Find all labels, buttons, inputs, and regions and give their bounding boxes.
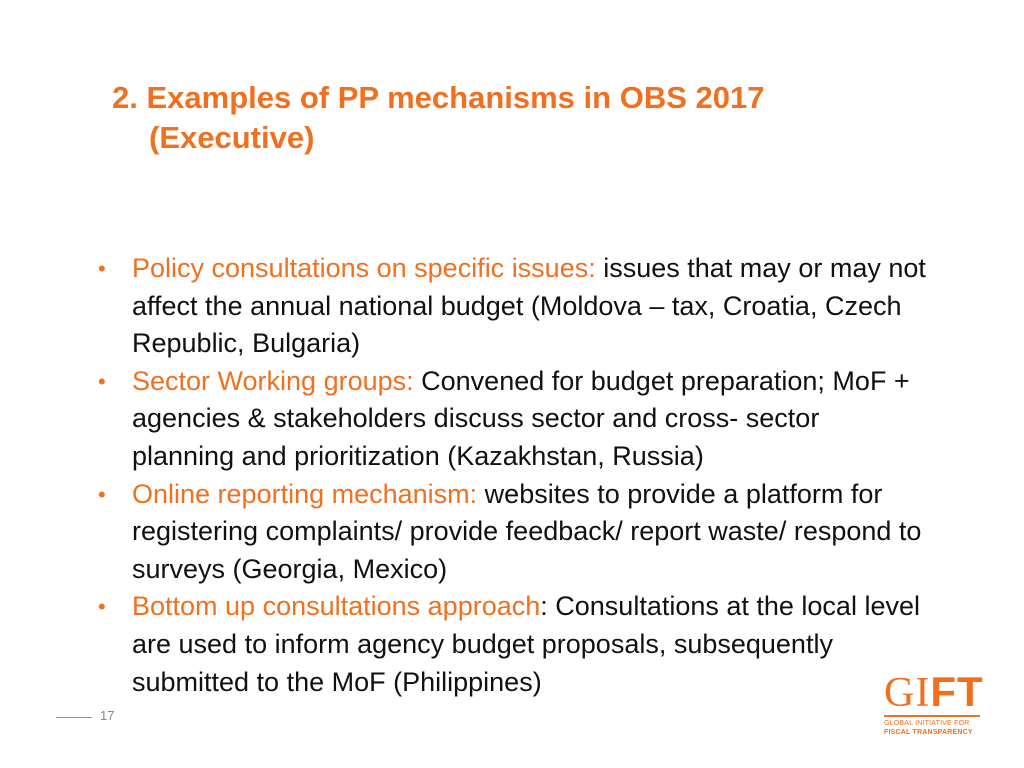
- bullet-body: issues that may or may not affect the annual national budget (Moldova – tax, Croatia, Czech Republic, Bulgaria): [132, 253, 926, 359]
- bullet-dot-icon: •: [98, 368, 106, 394]
- bullet-dot-icon: •: [98, 594, 106, 620]
- bullet-body: Convened for budget preparation; MoF + agencies & stakeholders discuss sector and cross- sector planning and prioritization (Kazakhstan, Russia): [132, 365, 910, 471]
- bullet-item: [98, 476, 928, 589]
- bullet-body: : Consultations at the local level are used to inform agency budget proposals, subsequently submitted to the MoF (Philippines): [132, 591, 920, 697]
- bullet-lead: Sector Working groups:: [132, 365, 414, 396]
- bullet-item: [98, 588, 928, 701]
- bullet-dot-icon: •: [98, 256, 106, 281]
- bullet-lead: Bottom up consultations approach: [132, 591, 541, 622]
- logo-mark: GIFT: [884, 668, 984, 716]
- slide-title: [112, 78, 912, 158]
- bullet-lead: Online reporting mechanism:: [132, 478, 478, 509]
- title-line-1: 2. Examples of PP mechanisms in OBS 2017: [112, 80, 765, 115]
- bullet-dot-icon: •: [98, 481, 106, 507]
- bullet-list: [98, 250, 928, 701]
- footer-divider: [56, 717, 92, 718]
- bullet-item: [98, 363, 928, 476]
- bullet-body: websites to provide a platform for registering complaints/ provide feedback/ report waste/ respond to surveys (Georgia, Mexico): [132, 478, 922, 584]
- title-line-2: (Executive): [149, 120, 315, 155]
- logo-tagline: GLOBAL INITIATIVE FOR FISCAL TRANSPARENCY: [884, 720, 973, 736]
- bullet-lead: Policy consultations on specific issues:: [132, 253, 596, 283]
- bullet-item: [98, 250, 928, 363]
- gift-logo: [884, 668, 984, 736]
- page-number: 17: [100, 708, 115, 723]
